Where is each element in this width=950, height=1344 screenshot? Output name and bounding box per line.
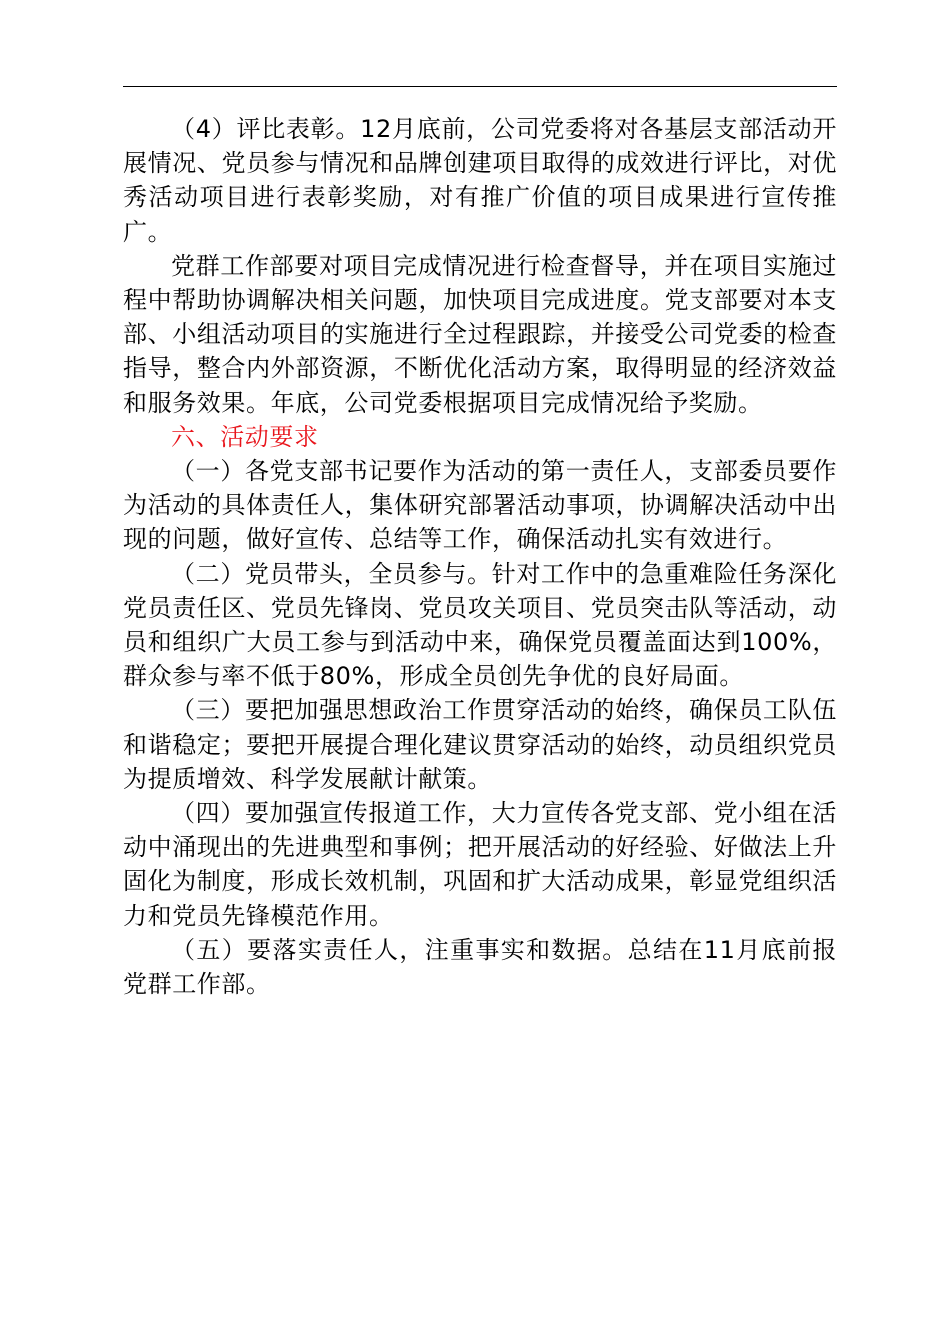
paragraph-requirement-2: （二）党员带头，全员参与。针对工作中的急重难险任务深化党员责任区、党员先锋岗、党员攻关项目、党员突击队等活动，动员和组织广大员工参与到活动中来，确保党员覆盖面达到100%，群众参与率不低于80%，形成全员创先争优的良好局面。 — [123, 559, 837, 691]
paragraph-supervision: 党群工作部要对项目完成情况进行检查督导，并在项目实施过程中帮助协调解决相关问题，加快项目完成进度。党支部要对本支部、小组活动项目的实施进行全过程跟踪，并接受公司党委的检查指导，整合内外部资源，不断优化活动方案，取得明显的经济效益和服务效果。年底，公司党委根据项目完成情况给予奖励。 — [123, 251, 837, 417]
document-body — [123, 112, 837, 1001]
paragraph-requirement-5: （五）要落实责任人，注重事实和数据。总结在11月底前报党群工作部。 — [123, 935, 837, 999]
header-rule — [123, 86, 837, 87]
paragraph-requirement-1: （一）各党支部书记要作为活动的第一责任人，支部委员要作为活动的具体责任人，集体研究部署活动事项，协调解决活动中出现的问题，做好宣传、总结等工作，确保活动扎实有效进行。 — [123, 457, 837, 554]
section-heading-activity-requirements: 六、活动要求 — [171, 422, 319, 451]
paragraph-requirement-4: （四）要加强宣传报道工作，大力宣传各党支部、党小组在活动中涌现出的先进典型和事例；把开展活动的好经验、好做法上升固化为制度，形成长效机制，巩固和扩大活动成果，彰显党组织活力和党员先锋模范作用。 — [123, 799, 837, 930]
paragraph-awards: （4）评比表彰。12月底前，公司党委将对各基层支部活动开展情况、党员参与情况和品牌创建项目取得的成效进行评比，对优秀活动项目进行表彰奖励，对有推广价值的项目成果进行宣传推广。 — [123, 115, 837, 246]
paragraph-requirement-3: （三）要把加强思想政治工作贯穿活动的始终，确保员工队伍和谐稳定；要把开展提合理化建议贯穿活动的始终，动员组织党员为提质增效、科学发展献计献策。 — [123, 696, 837, 793]
